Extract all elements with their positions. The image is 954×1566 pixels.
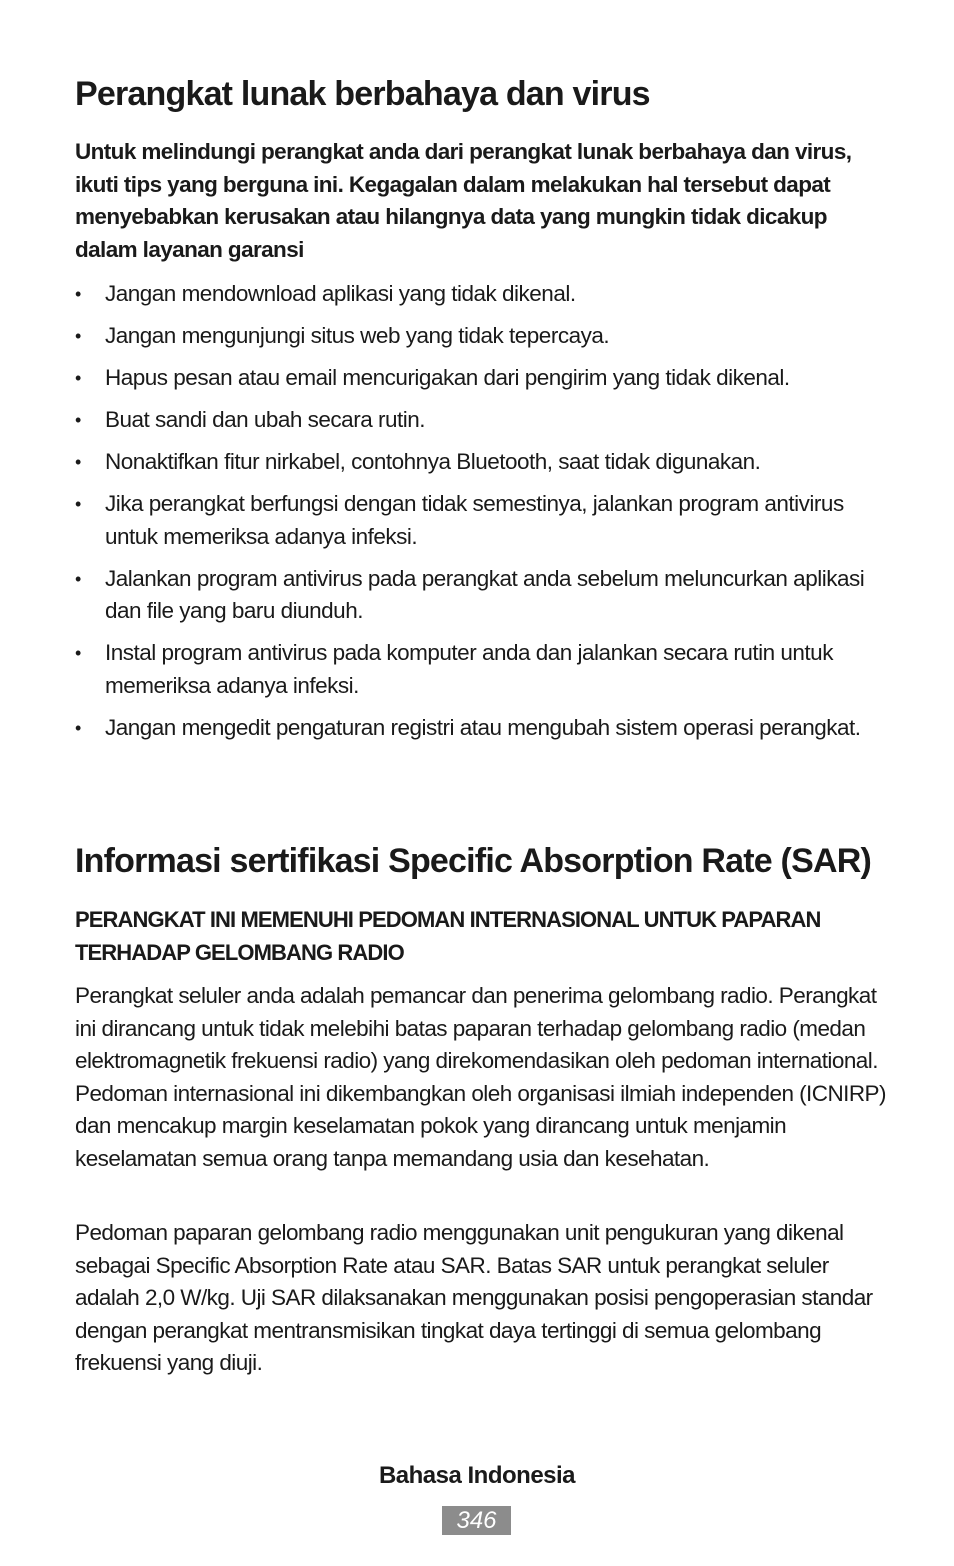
- list-item: • Hapus pesan atau email mencurigakan dari pengirim yang tidak dikenal.: [75, 362, 875, 395]
- list-item: • Jangan mengedit pengaturan registri atau mengubah sistem operasi perangkat.: [75, 712, 875, 745]
- list-item: • Jika perangkat berfungsi dengan tidak semestinya, jalankan program antivirus untuk memeriksa adanya infeksi.: [75, 488, 875, 553]
- bullet-icon: •: [75, 284, 81, 304]
- bullet-icon: •: [75, 452, 81, 472]
- tips-list: [75, 278, 875, 754]
- sar-paragraph-1: Perangkat seluler anda adalah pemancar dan penerima gelombang radio. Perangkat ini dirancang untuk tidak melebihi batas paparan terhadap gelombang radio (medan elektromagnetik frekuensi radio) yang direkomendasikan oleh pedoman international. Pedoman internasional ini dikembangkan oleh organisasi ilmiah independen (ICNIRP) dan mencakup margin keselamatan pokok yang dirancang untuk menjamin keselamatan semua orang tanpa memandang usia dan kesehatan.: [75, 983, 886, 1171]
- sar-subheading: PERANGKAT INI MEMENUHI PEDOMAN INTERNASIONAL UNTUK PAPARAN TERHADAP GELOMBANG RADIO: [75, 907, 821, 965]
- bullet-icon: •: [75, 717, 81, 738]
- bullet-icon: •: [75, 494, 81, 514]
- bullet-icon: •: [75, 326, 81, 346]
- section-title-malware: Perangkat lunak berbahaya dan virus: [75, 75, 650, 113]
- page-number: 346: [442, 1506, 511, 1535]
- bullet-icon: •: [75, 568, 81, 589]
- bullet-icon: •: [75, 643, 81, 663]
- list-item: • Jalankan program antivirus pada perangkat anda sebelum meluncurkan aplikasi dan file yang baru diunduh.: [75, 563, 875, 628]
- list-item: • Jangan mengunjungi situs web yang tidak tepercaya.: [75, 320, 875, 353]
- list-item: • Jangan mendownload aplikasi yang tidak dikenal.: [75, 278, 875, 311]
- footer-language-label: Bahasa Indonesia: [378, 1462, 576, 1489]
- section-title-sar: Informasi sertifikasi Specific Absorption Rate (SAR): [75, 842, 871, 880]
- list-item: • Instal program antivirus pada komputer anda dan jalankan secara rutin untuk memeriksa adanya infeksi.: [75, 637, 875, 702]
- bullet-icon: •: [75, 410, 81, 430]
- bullet-icon: •: [75, 368, 81, 388]
- list-item: • Nonaktifkan fitur nirkabel, contohnya Bluetooth, saat tidak digunakan.: [75, 446, 875, 479]
- list-item: • Buat sandi dan ubah secara rutin.: [75, 404, 875, 437]
- section-lead-malware: Untuk melindungi perangkat anda dari perangkat lunak berbahaya dan virus, ikuti tips yang berguna ini. Kegagalan dalam melakukan hal tersebut dapat menyebabkan kerusakan atau hilangnya data yang mungkin tidak dicakup dalam layanan garansi: [75, 139, 852, 262]
- sar-paragraph-2: Pedoman paparan gelombang radio menggunakan unit pengukuran yang dikenal sebagai Specific Absorption Rate atau SAR. Batas SAR untuk perangkat seluler adalah 2,0 W/kg. Uji SAR dilaksanakan menggunakan posisi pengoperasian standar dengan perangkat mentransmisikan tingkat daya tertinggi di semua gelombang frekuensi yang diuji.: [75, 1220, 873, 1376]
